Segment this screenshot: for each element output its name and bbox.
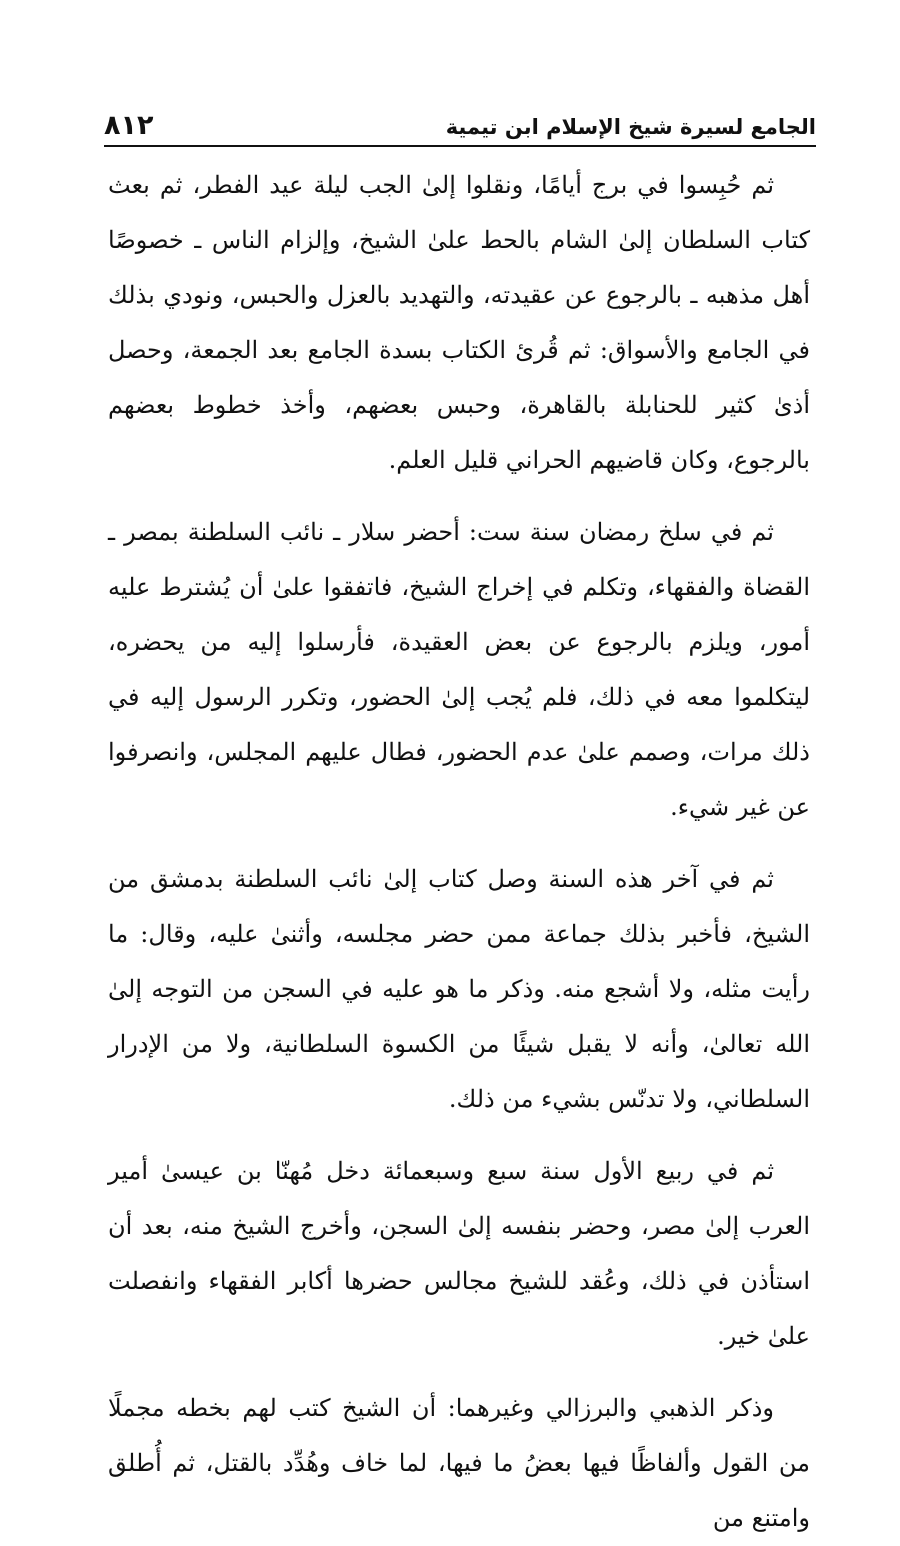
paragraph-1: ثم حُبِسوا في برج أيامًا، ونقلوا إلىٰ الجب ليلة عيد الفطر، ثم بعث كتاب السلطان إلىٰ الشام بالحط علىٰ الشيخ، وإلزام الناس ـ خصوصًا أهل مذهبه ـ بالرجوع عن عقيدته، والتهديد بالعزل والحبس، ونودي بذلك في الجامع والأسواق: ثم قُرئ الكتاب بسدة الجامع بعد الجمعة، وحصل أذىٰ كثير للحنابلة بالقاهرة، وحبس بعضهم، وأخذ خطوط بعضهم بالرجوع، وكان قاضيهم الحراني قليل العلم.: [108, 171, 810, 474]
header-divider: [104, 145, 816, 147]
paragraph-4: ثم في ربيع الأول سنة سبع وسبعمائة دخل مُهنّا بن عيسىٰ أمير العرب إلىٰ مصر، وحضر بنفسه إلىٰ السجن، وأخرج الشيخ منه، بعد أن استأذن في ذلك، وعُقد للشيخ مجالس حضرها أكابر الفقهاء وانفصلت علىٰ خير.: [108, 1157, 810, 1350]
paragraph-5: وذكر الذهبي والبرزالي وغيرهما: أن الشيخ كتب لهم بخطه مجملًا من القول وألفاظًا فيها بعضُ ما فيها، لما خاف وهُدِّد بالقتل، ثم أُطلق وامتنع من: [108, 1394, 810, 1532]
running-header: [104, 110, 816, 150]
paragraph-3: ثم في آخر هذه السنة وصل كتاب إلىٰ نائب السلطنة بدمشق من الشيخ، فأخبر بذلك جماعة ممن حضر مجلسه، وأثنىٰ عليه، وقال: ما رأيت مثله، ولا أشجع منه. وذكر ما هو عليه في السجن من التوجه إلىٰ الله تعالىٰ، وأنه لا يقبل شيئًا من الكسوة السلطانية، ولا من الإدرار السلطاني، ولا تدنّس بشيء من ذلك.: [108, 865, 810, 1113]
body-text: [108, 158, 810, 1532]
book-title: الجامع لسيرة شيخ الإسلام ابن تيمية: [445, 115, 816, 139]
page-number: ٨١٢: [104, 110, 154, 141]
paragraph-2: ثم في سلخ رمضان سنة ست: أحضر سلار ـ نائب السلطنة بمصر ـ القضاة والفقهاء، وتكلم في إخراج الشيخ، فاتفقوا علىٰ أن يُشترط عليه أمور، ويلزم بالرجوع عن بعض العقيدة، فأرسلوا إليه من يحضره، ليتكلموا معه في ذلك، فلم يُجب إلىٰ الحضور، وتكرر الرسول إليه في ذلك مرات، وصمم علىٰ عدم الحضور، فطال عليهم المجلس، وانصرفوا عن غير شيء.: [108, 518, 810, 821]
